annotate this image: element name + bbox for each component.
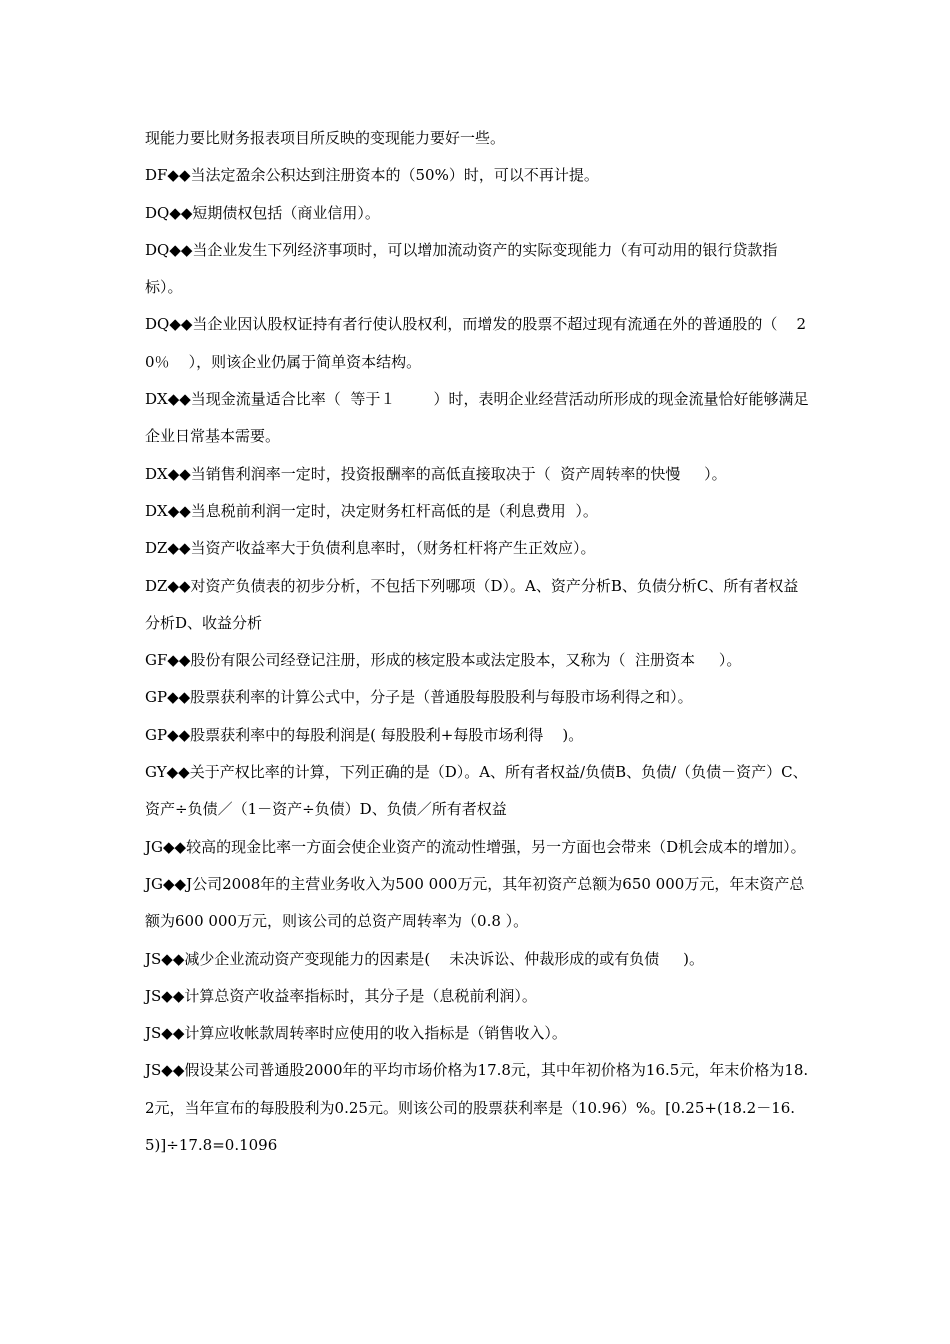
paragraph-dq-3: DQ◆◆当企业因认股权证持有者行使认股权利，而增发的股票不超过现有流通在外的普通股的（ 20％ ），则该企业仍属于简单资本结构。 (145, 315, 807, 371)
paragraph-dx-2: DX◆◆当销售利润率一定时，投资报酬率的高低直接取决于（ 资产周转率的快慢 ）。 (145, 464, 727, 483)
document-body (145, 120, 810, 1164)
paragraph-dq-1: DQ◆◆短期债权包括（商业信用）。 (145, 203, 380, 222)
paragraph-js-3: JS◆◆计算应收帐款周转率时应使用的收入指标是（销售收入）。 (145, 1024, 567, 1043)
paragraph-gp-2: GP◆◆股票获利率中的每股利润是( 每股股利+每股市场利得 )。 (145, 725, 584, 744)
paragraph-gf: GF◆◆股份有限公司经登记注册，形成的核定股本或法定股本，又称为（ 注册资本 ）。 (145, 651, 742, 670)
paragraph-js-1: JS◆◆减少企业流动资产变现能力的因素是( 未决诉讼、仲裁形成的或有负债 )。 (145, 949, 704, 968)
paragraph-continuation: 现能力要比财务报表项目所反映的变现能力要好一些。 (145, 129, 506, 147)
paragraph-dx-1: DX◆◆当现金流量适合比率（ 等于１ ）时，表明企业经营活动所形成的现金流量恰好能够满足企业日常基本需要。 (145, 390, 809, 446)
paragraph-dz-2: DZ◆◆对资产负债表的初步分析，不包括下列哪项（D）。A、资产分析B、负债分析C、所有者权益分析D、收益分析 (145, 576, 799, 632)
paragraph-dx-3: DX◆◆当息税前利润一定时，决定财务杠杆高低的是（利息费用 ）。 (145, 501, 598, 520)
paragraph-df: DF◆◆当法定盈余公积达到注册资本的（50%）时，可以不再计提。 (145, 166, 599, 185)
paragraph-dq-2: DQ◆◆当企业发生下列经济事项时，可以增加流动资产的实际变现能力（有可动用的银行贷款指标）。 (145, 240, 778, 297)
paragraph-js-2: JS◆◆计算总资产收益率指标时，其分子是（息税前利润）。 (145, 986, 537, 1005)
paragraph-gp-1: GP◆◆股票获利率的计算公式中，分子是（普通股每股股利与每股市场利得之和）。 (145, 688, 693, 707)
paragraph-jg-2: JG◆◆J公司2008年的主营业务收入为500 000万元，其年初资产总额为650 000万元，年末资产总额为600 000万元，则该公司的总资产周转率为（0.8 ）。 (145, 874, 805, 931)
paragraph-gy: GY◆◆关于产权比率的计算，下列正确的是（D）。A、所有者权益/负债B、负债/（负债－资产）C、资产÷负债／（1－资产÷负债）D、负债／所有者权益 (145, 763, 808, 819)
paragraph-dz-1: DZ◆◆当资产收益率大于负债利息率时，（财务杠杆将产生正效应）。 (145, 539, 596, 558)
paragraph-js-4: JS◆◆假设某公司普通股2000年的平均市场价格为17.8元，其中年初价格为16.5元，年末价格为18.2元，当年宣布的每股股利为0.25元。则该公司的股票获利率是（10.96）%。[0.25+(18.2－16.5)]÷17.8=0.1096 (145, 1061, 809, 1155)
paragraph-jg-1: JG◆◆较高的现金比率一方面会使企业资产的流动性增强，另一方面也会带来（D机会成本的增加）。 (145, 837, 806, 856)
